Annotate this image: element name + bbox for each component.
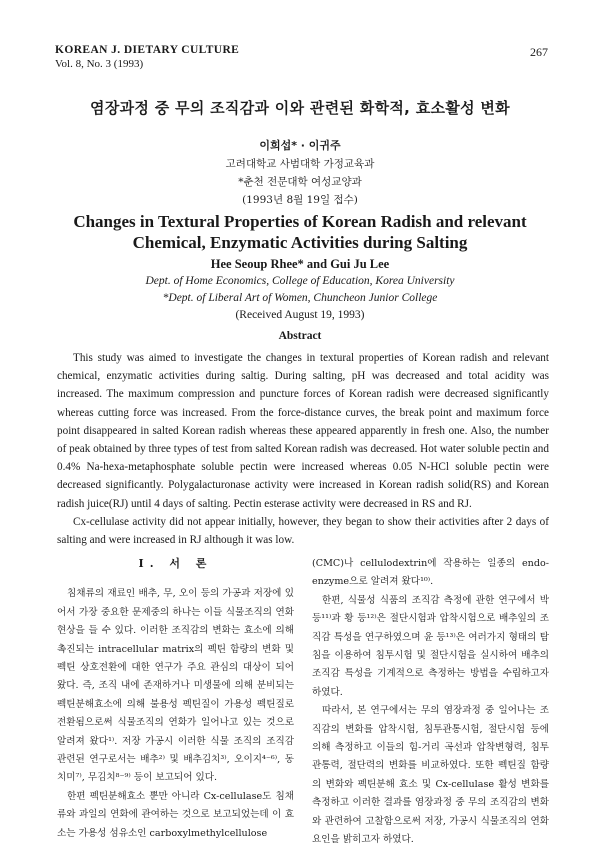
korean-received-date: (1993년 8월 19일 접수) <box>242 194 358 206</box>
english-title-line-1: Changes in Textural Properties of Korean Radish and relevant <box>73 212 527 231</box>
body-column-right <box>312 555 549 850</box>
body-column-left <box>57 555 294 843</box>
abstract-paragraph-2: Cx-cellulase activity did not appear initially, however, they began to show their activities after 2 days of salting and were increased in RJ although it was low. <box>57 515 549 547</box>
abstract-heading: Abstract <box>278 330 322 342</box>
journal-volume: Vol. 8, No. 3 (1993) <box>55 58 144 70</box>
korean-authors: 이희섭* · 이귀주 <box>259 139 341 152</box>
body-paragraph: 한편 펙틴분해효소 뿐만 아니라 Cx-cellulase도 침채류와 과일의 연화에 관여하는 것으로 보고되었는데 이 효소는 가용성 섬유소인 carboxylmethylcellulose <box>57 790 294 839</box>
body-paragraph: (CMC)나 cellulodextrin에 작용하는 일종의 endo-enzyme으로 알려져 왔다¹⁰⁾. <box>312 558 549 588</box>
english-title-line-2: Chemical, Enzymatic Activities during Salting <box>132 233 468 252</box>
abstract-body <box>57 349 549 549</box>
english-received-date: (Received August 19, 1993) <box>235 309 365 321</box>
abstract-paragraph-1: This study was aimed to investigate the changes in textural properties of Korean radish and relevant chemical, enzymatic activities during saltig. During salting, pH was decreased and total acidity was increased. The maximum compression and puncture forces of Korean radish were decreased significantly whereas cutting force was increased. From the force-distance curves, the break point and maximum force point disappeared in salted Korean radish whereas these appeared apparently in fresh one. Also, the number of peak obtained by three types of test from salted Korean radish was decreased. Hot water soluble pectin and 0.4% Na-hexa-metaphosphate soluble pectin were increased whereas 0.05 N-HCl soluble pectin were decreased significantly. Polygalacturonase activity were increased in Korean radish solid(RS) and Korean radish juice(RJ) until 4 days of salting. Pectin esterase activity were decreased in RS and RJ. <box>57 352 549 510</box>
journal-name: KOREAN J. DIETARY CULTURE <box>55 44 240 56</box>
body-paragraph: 침채류의 재료인 배추, 무, 오이 등의 가공과 저장에 있어서 가장 중요한 문제중의 하나는 이들 식물조직의 연화현상을 들 수 있다. 이러한 조직감의 변화는 효소에 의해 촉진되는 intracellular matrix의 펙틴 함량의 변화 및 펙틴 상호전환에 대한 연구가 주요 관심의 대상이 되어 왔다. 즉, 조직 내에 존재하거나 미생물에 의해 분비되는 펙틴분해효소에 의해 불용성 펙틴질이 가용성 펙틴질로 전환됨으로써 식물조직의 연화가 일어나고 있는 것으로 알려져 왔다¹⁾. 저장 가공시 이러한 식물 조직의 조직감 관련된 연구로서는 배추²⁾ 및 배추김치³⁾, 오이지⁴⁻⁶⁾, 동치미⁷⁾, 무김치⁸⁻⁹⁾ 등이 보고되어 있다. <box>57 588 294 784</box>
section-heading-introduction: I. 서 론 <box>138 557 213 570</box>
korean-title: 염장과정 중 무의 조직감과 이와 관련된 화학적, 효소활성 변화 <box>90 99 510 117</box>
english-authors: Hee Seoup Rhee* and Gui Ju Lee <box>210 257 390 271</box>
korean-affiliation-1: 고려대학교 사범대학 가정교육과 <box>225 158 375 170</box>
body-paragraph: 따라서, 본 연구에서는 무의 염장과정 중 일어나는 조직감의 변화를 압착시험, 침투관통시험, 절단시험 등에 의해 측정하고 이들의 힘-거리 곡선과 압착변형력, 침투관통력, 절단력의 변화를 비교하였다. 또한 펙틴질 함량의 변화와 펙틴분해 효소 및 Cx-cellulase 활성 변화를 측정하고 이러한 결과를 염장과정 중 무의 조직감의 변화와 관련하여 고찰함으로써 저장, 가공시 식물조직의 연화 요인을 밝히고자 하였다. <box>312 705 549 846</box>
page-number: 267 <box>530 45 548 59</box>
korean-affiliation-2: *춘천 전문대학 여성교양과 <box>238 176 362 188</box>
body-paragraph: 한편, 식물성 식품의 조직감 측정에 관한 연구에서 박 등¹¹⁾과 황 등¹²⁾은 절단시험과 압착시험으로 배추잎의 조직감 특성을 연구하였으며 윤 등¹³⁾은 여러가지 형태의 탐침을 이용하여 침투시험 및 절단시험을 실시하여 배추의 조직감 특성을 기계적으로 측정하는 방법을 수립하고자 하였다. <box>312 594 549 698</box>
english-affiliation-2: *Dept. of Liberal Art of Women, Chuncheon Junior College <box>162 292 438 304</box>
english-affiliation-1: Dept. of Home Economics, College of Education, Korea University <box>145 275 455 287</box>
